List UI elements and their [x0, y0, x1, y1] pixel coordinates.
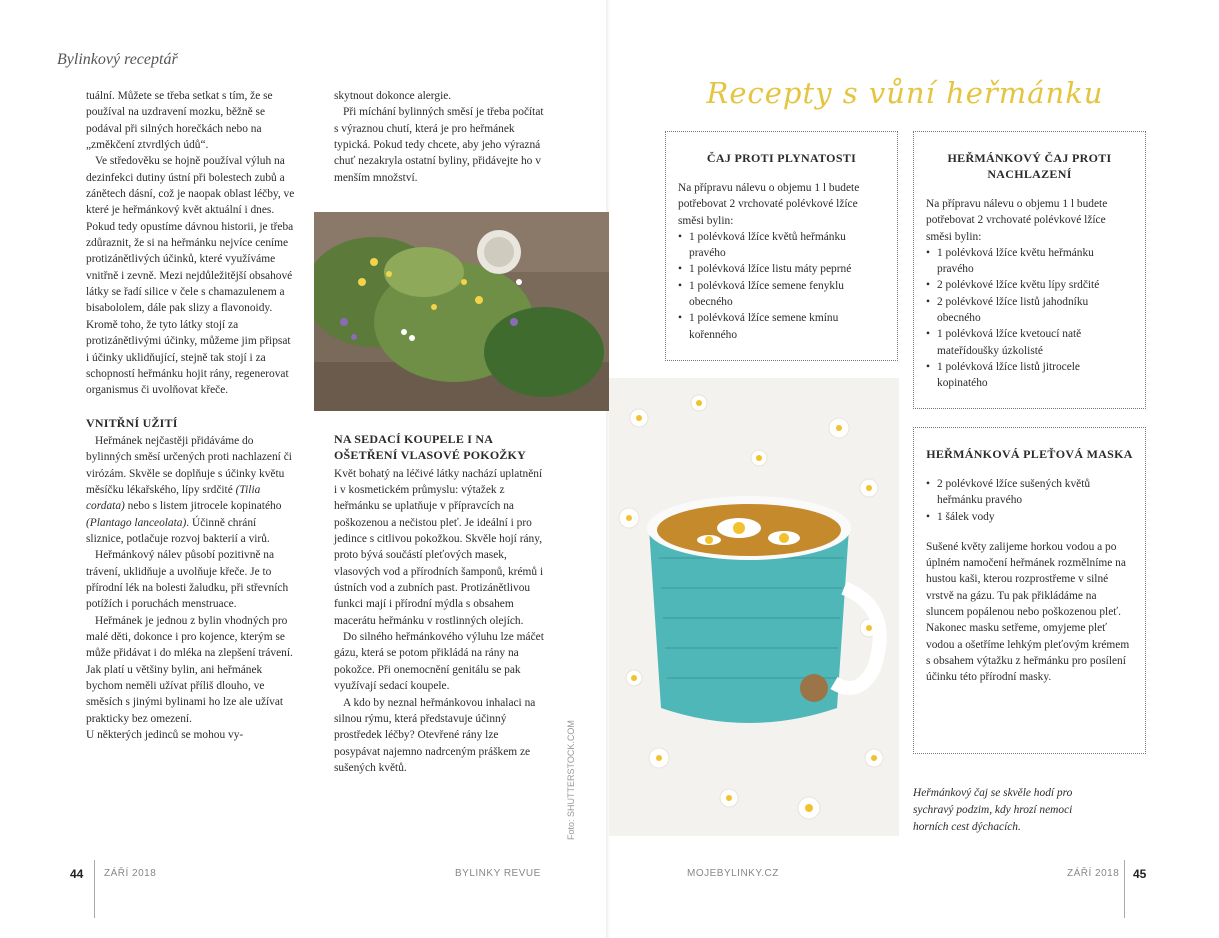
paragraph: A kdo by neznal heřmánkovou inhalaci na silnou rýmu, která představuje účinný prostředek léčby? Otevřené rány lze posypávat najemno nadrceným práškem ze sušených květů.	[334, 696, 536, 774]
paragraph: Do silného heřmánkového výluhu lze máčet gázu, která se potom přikládá na rány na pokožce. Při onemocnění genitálu se pak využívají sedací koupele.	[334, 631, 544, 693]
list-item: • 1 polévková lžíce listu máty peprné	[678, 261, 885, 277]
tea-cup-photo	[609, 378, 899, 836]
paragraph: Při míchání bylinných směsí je třeba počítat s výraznou chutí, která je pro heřmánek typická. Pokud tedy chcete, aby jeho výrazná chuť nezakryla ostatní byliny, přidávejte ho v menším množství.	[334, 106, 544, 184]
list-item: • 1 polévková lžíce semene fenyklu obecného	[678, 278, 885, 311]
herbs-photo	[314, 212, 609, 411]
list-item: • 2 polévkové lžíce květu lípy srdčité	[926, 277, 1133, 293]
recipe-box-face-mask	[913, 427, 1146, 754]
issue-date: ZÁŘÍ 2018	[104, 868, 157, 879]
list-item: • 1 polévková lžíce kvetoucí natě mateřídoušky úzkolisté	[926, 326, 1133, 359]
list-item: • 2 polévkové lžíce sušených květů heřmánku pravého	[926, 476, 1133, 509]
divider	[94, 860, 95, 918]
list-item: • 1 polévková lžíce listů jitrocele kopinatého	[926, 359, 1133, 392]
recipe-intro: Na přípravu nálevu o objemu 1 l budete potřebovat 2 vrchovaté polévkové lžíce směsi bylin:	[926, 198, 1108, 243]
website: MOJEBYLINKY.CZ	[687, 868, 779, 879]
magazine-name: BYLINKY REVUE	[455, 868, 541, 879]
section-heading: VNITŘNÍ UŽITÍ	[86, 415, 178, 430]
left-column	[86, 88, 296, 743]
paragraph: U některých jedinců se mohou vy-	[86, 729, 244, 742]
middle-column-top	[334, 88, 544, 186]
recipe-title: ČAJ PROTI PLYNATOSTI	[706, 151, 857, 165]
list-item: • 1 polévková lžíce květu heřmánku pravého	[926, 245, 1133, 278]
recipe-box-cold-tea	[913, 131, 1146, 409]
page-number: 45	[1133, 867, 1147, 881]
recipe-title: HEŘMÁNKOVÁ PLEŤOVÁ MASKA	[926, 447, 1133, 461]
running-header: Bylinkový receptář	[57, 51, 178, 68]
paragraph: Heřmánek nejčastěji přidáváme do bylinných směsí určených proti nachlazení či virózám. Skvěle se doplňuje s účinky květu měsíčku lékařského, lípy srdčité (Tilia cordata) nebo s listem jitrocele kopinatého (Plantago lanceolata). Účinně chrání sliznice, potlačuje rozvoj bakterií a virů.	[86, 434, 292, 545]
list-item: • 1 polévková lžíce semene kmínu kořenného	[678, 310, 885, 343]
paragraph: Heřmánek je jednou z bylin vhodných pro malé děti, dokonce i pro kojence, kterým se může přidávat i do mléka na zlepšení trávení. Jak platí u většiny bylin, ani heřmánek bychom neměli užívat příliš dlouho, ve směsích s jinými bylinami ho lze ale užívat prakticky bez omezení.	[86, 614, 293, 725]
ingredient-list	[926, 476, 1133, 525]
middle-column-bottom	[334, 431, 544, 776]
photo-caption: Heřmánkový čaj se skvěle hodí pro sychravý podzim, kdy hrozí nemoci horních cest dýchacích.	[913, 787, 1073, 833]
recipes-title: Recepty s vůní heřmánku	[706, 76, 1104, 110]
ingredient-list	[926, 245, 1133, 392]
recipe-intro: Na přípravu nálevu o objemu 1 l budete potřebovat 2 vrchovaté polévkové lžíce směsi bylin:	[678, 182, 860, 227]
recipe-instructions: Sušené květy zalijeme horkou vodou a po úplném namočení heřmánek rozmělníme na hustou kaši, kterou rozprostřeme v silné vrstvě na gázu. Tu pak přikládáme na sluncem popálenou nebo poškozenou pleť. Nakonec masku setřeme, omyjeme pleť vodou a ošetříme lehkým pleťovým krémem s obsahem výtažku z heřmánku pro posílení účinku této přírodní masky.	[926, 540, 1130, 684]
list-item: • 1 polévková lžíce květů heřmánku pravého	[678, 229, 885, 262]
paragraph: Ve středověku se hojně používal výluh na dezinfekci dutiny ústní při bolestech zubů a zánětech dásní, což je naopak oblast léčby, ve které je heřmánkový květ aktuální i dnes. Pokud tedy opustíme dávnou historii, je třeba zdůraznit, že si na heřmánku nejvíce ceníme protizánětlivých účinků, které využíváme vnitřně i zevně. Mezi nejdůležitější obsahové látky se řadí silice v čele s chamazulenem a bisabololem, dále pak slizy a flavonoidy. Kromě toho, že tyto látky stojí za protizánětlivými účinky, můžeme jim připsat i účinky uklidňující, stejně tak stojí i za schopností heřmánku hojit rány, regenerovat organismus či uvolňovat křeče.	[86, 155, 295, 397]
list-item: • 2 polévkové lžíce listů jahodníku obecného	[926, 294, 1133, 327]
list-item: • 1 šálek vody	[926, 509, 1133, 525]
recipe-box-bloating-tea	[665, 131, 898, 361]
photo-credit: Foto: SHUTTERSTOCK.COM	[566, 720, 576, 840]
paragraph: Květ bohatý na léčivé látky nachází uplatnění i v kosmetickém průmyslu: výtažek z heřmánku se uplatňuje v přípravcích na poškozenou a nečistou pleť. Je ideální i pro jedince s citlivou pokožkou. Skvěle hojí rány, proto bývá součástí pleťových masek, vlasových vod a přírodních šamponů, krémů i ústních vod a zubních past. Protizánětlivou funkci mají i přírodní mýdla s obsahem macerátu heřmánku v rostlinných olejích.	[334, 467, 544, 627]
paragraph: tuální. Můžete se třeba setkat s tím, že se používal na uzdravení mozku, běžně se podával při silných horečkách nebo na „změkčení ztvrdlých údů“.	[86, 90, 273, 152]
ingredient-list	[678, 229, 885, 343]
page-number: 44	[70, 867, 84, 881]
paragraph: skytnout dokonce alergie.	[334, 90, 452, 102]
divider	[1124, 860, 1125, 918]
recipe-title: HEŘMÁNKOVÝ ČAJ PROTI NACHLAZENÍ	[947, 151, 1112, 181]
issue-date: ZÁŘÍ 2018	[1067, 868, 1120, 879]
tea-cup-illustration	[609, 378, 899, 836]
herbs-illustration	[314, 212, 609, 411]
section-heading: NA SEDACÍ KOUPELE I NA OŠETŘENÍ VLASOVÉ POKOŽKY	[334, 432, 526, 463]
paragraph: Heřmánkový nálev působí pozitivně na trávení, uklidňuje a uvolňuje křeče. Je to přírodní lék na bolesti žaludku, při střevních potížích i poruchách menstruace.	[86, 549, 289, 611]
